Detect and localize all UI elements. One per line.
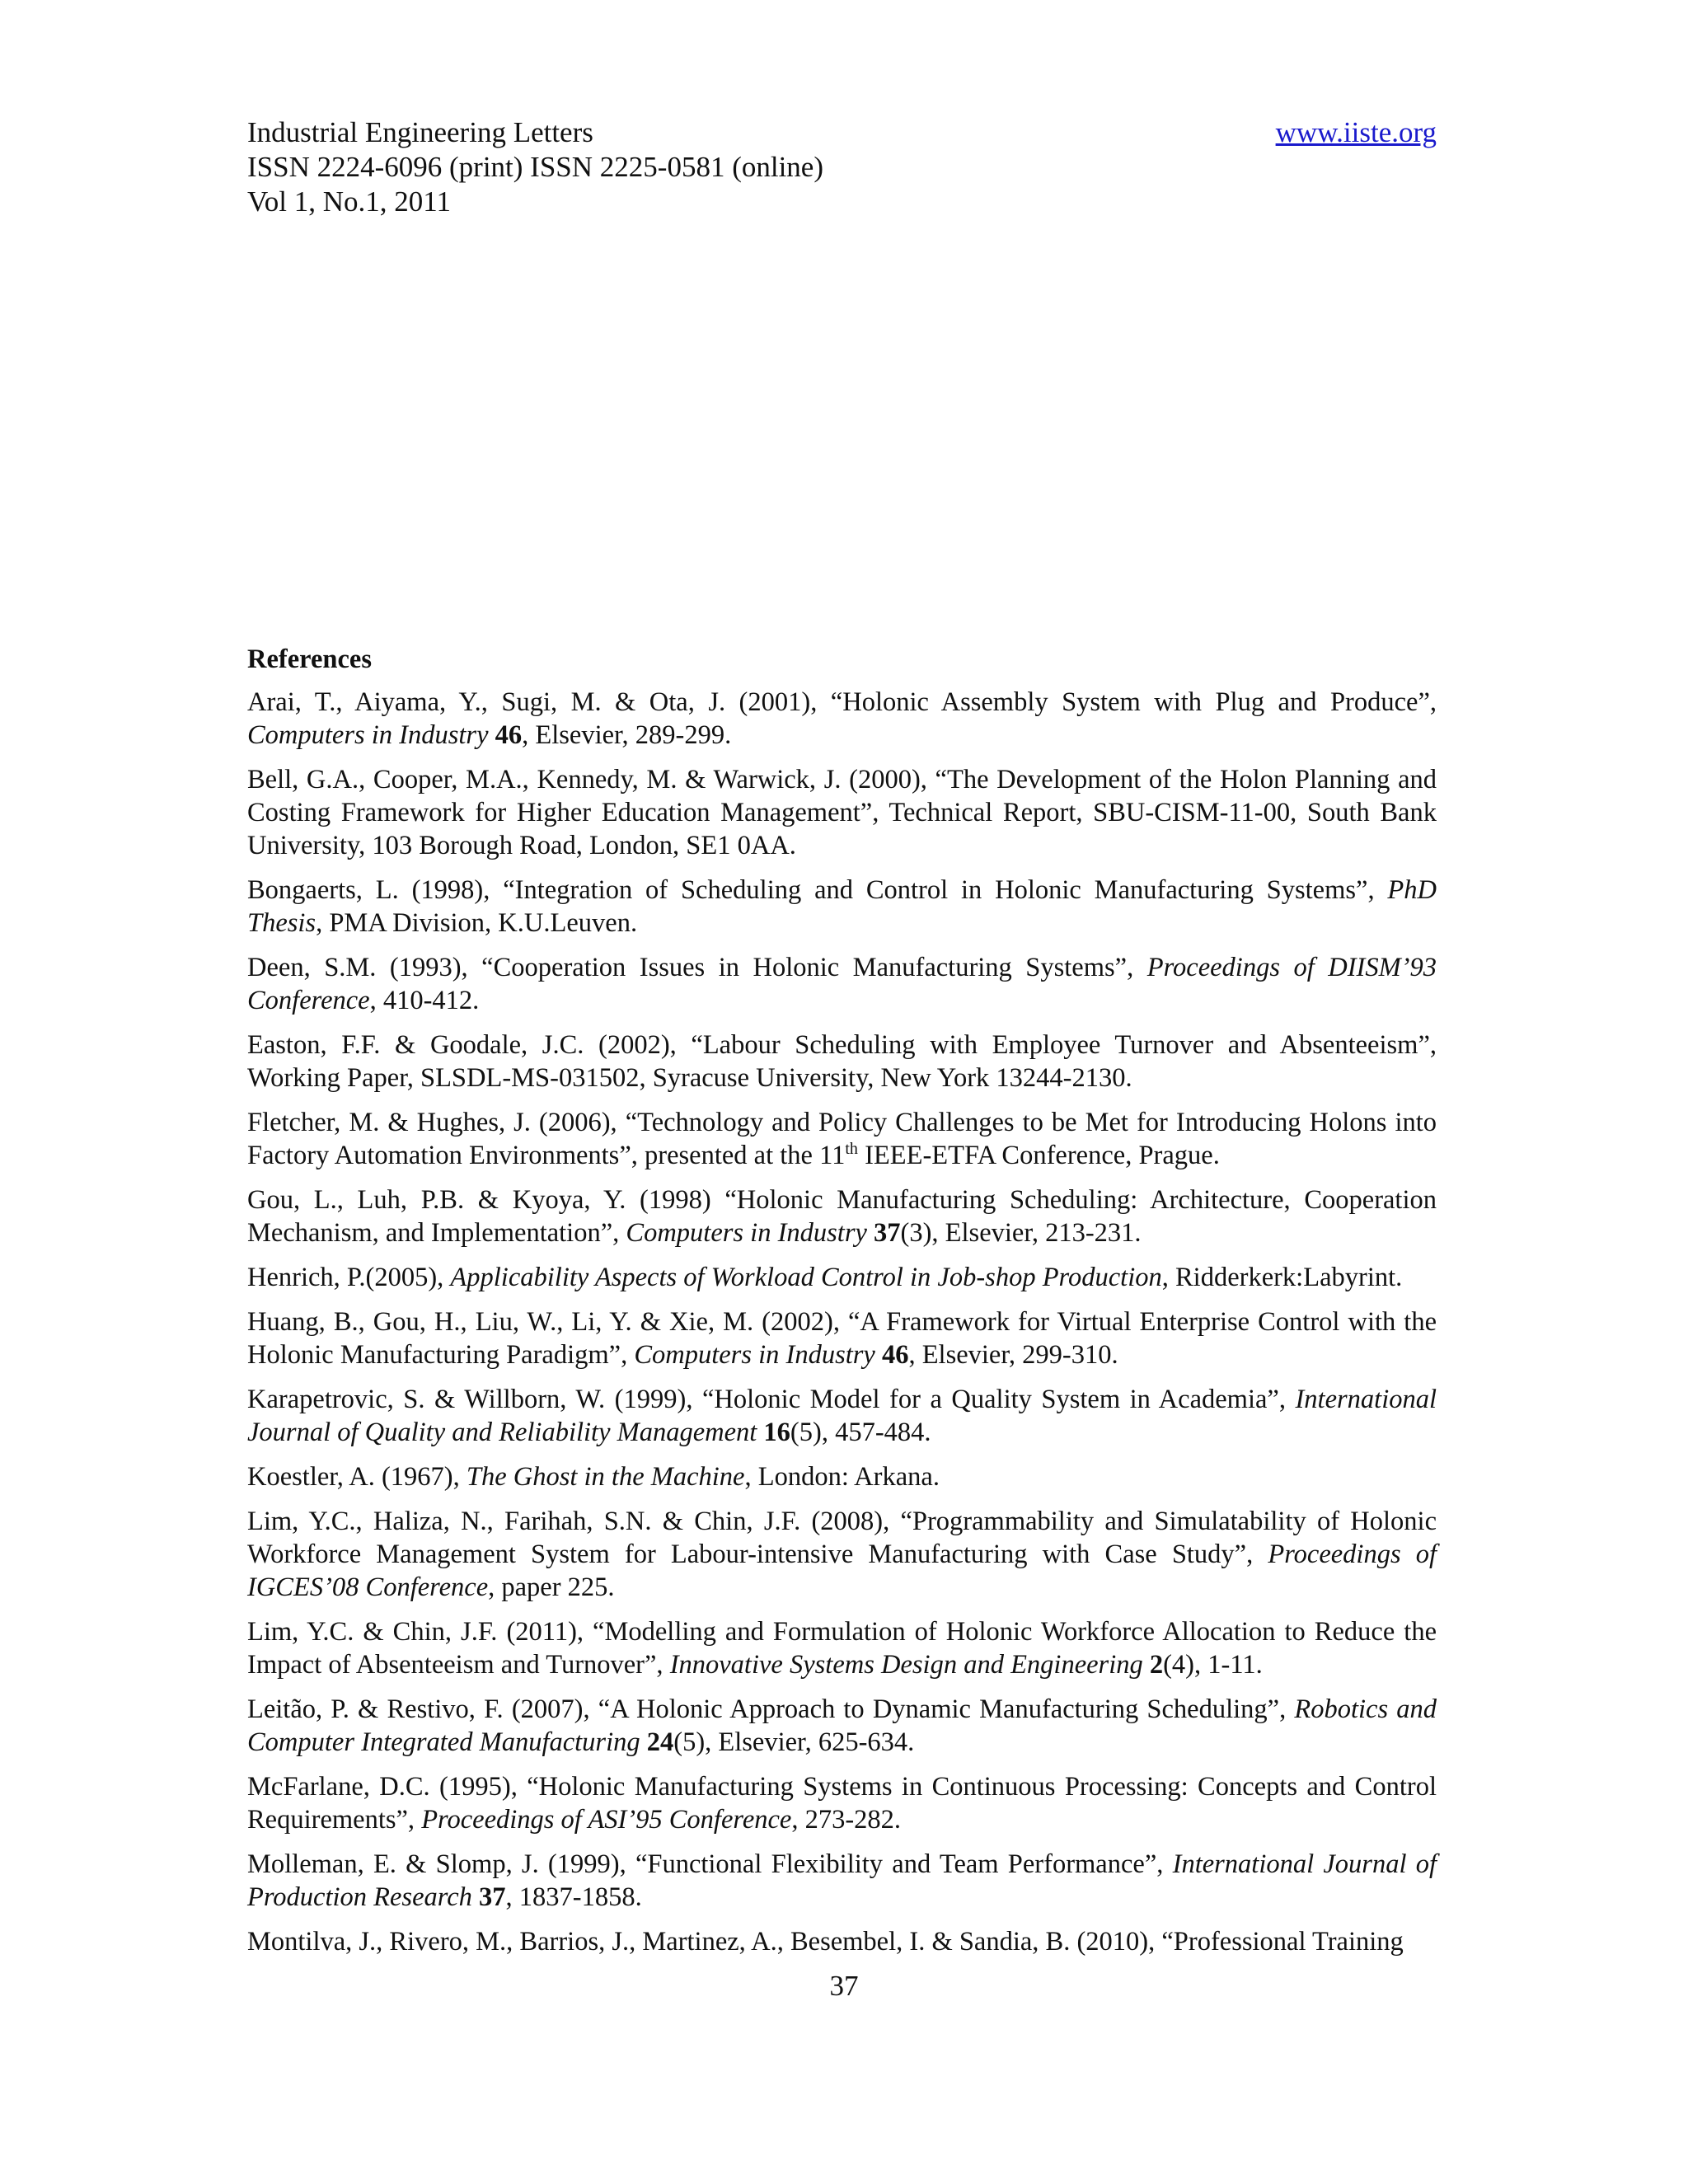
references-list xyxy=(247,686,1437,1958)
references-section xyxy=(247,643,1437,1970)
reference-text: Gou, L., Luh, P.B. & Kyoya, Y. (1998) “Holonic Manufacturing Scheduling: Architecture, Cooperation Mechanism, and Implementation”, xyxy=(247,1185,1437,1248)
reference-text: PhD Thesis xyxy=(247,875,1437,938)
reference-entry xyxy=(247,1383,1437,1449)
reference-text: 37 xyxy=(479,1882,506,1912)
reference-text: International Journal of Quality and Reliability Management xyxy=(247,1385,1437,1447)
reference-text: Proceedings of DIISM’93 Conference xyxy=(247,953,1437,1015)
journal-title: Industrial Engineering Letters xyxy=(247,116,593,148)
reference-text xyxy=(875,1340,882,1370)
reference-entry xyxy=(247,1460,1437,1493)
reference-text: Koestler, A. (1967), xyxy=(247,1462,467,1492)
reference-text: IEEE-ETFA Conference, Prague. xyxy=(857,1141,1220,1170)
reference-text: , 273-282. xyxy=(791,1805,902,1835)
reference-text: Computers in Industry xyxy=(634,1340,875,1370)
reference-text: 2 xyxy=(1149,1650,1164,1680)
issn-line: ISSN 2224-6096 (print) ISSN 2225-0581 (online) xyxy=(247,151,823,183)
reference-text: 16 xyxy=(763,1418,790,1447)
reference-text: McFarlane, D.C. (1995), “Holonic Manufacturing Systems in Continuous Processing: Concepts and Control Requirements”, xyxy=(247,1772,1437,1835)
reference-entry xyxy=(247,1261,1437,1294)
reference-text: , 410-412. xyxy=(369,986,480,1015)
reference-text: Bell, G.A., Cooper, M.A., Kennedy, M. & Warwick, J. (2000), “The Development of the Holon Planning and Costing Framework for Higher Education Management”, Technical Report, SBU-CISM-11-00, South Bank University, 103 Borough Road, London, SE1 0AA. xyxy=(247,765,1437,860)
reference-text: Computers in Industry xyxy=(247,720,489,750)
reference-text: , Elsevier, 299-310. xyxy=(908,1340,1118,1370)
reference-entry xyxy=(247,1505,1437,1604)
reference-text: Innovative Systems Design and Engineering xyxy=(669,1650,1143,1680)
reference-text: International Journal of Production Research xyxy=(247,1849,1437,1912)
references-heading: References xyxy=(247,644,372,674)
reference-text: , PMA Division, K.U.Leuven. xyxy=(316,908,638,938)
reference-entry xyxy=(247,1615,1437,1681)
reference-text: (5), 457-484. xyxy=(790,1418,931,1447)
reference-text: (4), 1-11. xyxy=(1163,1650,1263,1680)
reference-text: Henrich, P.(2005), xyxy=(247,1263,451,1292)
reference-text xyxy=(867,1218,874,1248)
reference-text: , London: Arkana. xyxy=(744,1462,940,1492)
reference-text xyxy=(472,1882,479,1912)
reference-entry xyxy=(247,763,1437,862)
reference-text: Montilva, J., Rivero, M., Barrios, J., Martinez, A., Besembel, I. & Sandia, B. (2010), “Professional Training xyxy=(247,1927,1404,1957)
volume-line: Vol 1, No.1, 2011 xyxy=(247,185,451,218)
journal-website-link[interactable]: www.iiste.org xyxy=(1275,116,1437,148)
reference-text: , paper 225. xyxy=(488,1572,615,1602)
reference-entry xyxy=(247,1693,1437,1759)
reference-entry xyxy=(247,1848,1437,1914)
reference-text: Arai, T., Aiyama, Y., Sugi, M. & Ota, J. (2001), “Holonic Assembly System with Plug and Produce”, xyxy=(247,687,1437,717)
reference-entry xyxy=(247,874,1437,940)
reference-text: Applicability Aspects of Workload Control in Job-shop Production xyxy=(450,1263,1162,1292)
reference-text: (5), Elsevier, 625-634. xyxy=(673,1727,915,1757)
reference-entry xyxy=(247,1183,1437,1249)
reference-text: 46 xyxy=(881,1340,909,1370)
reference-text: , Ridderkerk:Labyrint. xyxy=(1161,1263,1403,1292)
reference-text: Huang, B., Gou, H., Liu, W., Li, Y. & Xie, M. (2002), “A Framework for Virtual Enterprise Control with the Holonic Manufacturing Paradigm”, xyxy=(247,1307,1437,1370)
reference-text: 46 xyxy=(495,720,523,750)
reference-text: Karapetrovic, S. & Willborn, W. (1999), “Holonic Model for a Quality System in Academia”, xyxy=(247,1385,1296,1414)
reference-text: Fletcher, M. & Hughes, J. (2006), “Technology and Policy Challenges to be Met for Introducing Holons into Factory Automation Environments”, presented at the 11 xyxy=(247,1108,1437,1170)
reference-text xyxy=(1143,1650,1150,1680)
reference-text: 37 xyxy=(874,1218,901,1248)
page-header xyxy=(247,115,1437,219)
reference-text: , Elsevier, 289-299. xyxy=(522,720,732,750)
reference-text: Proceedings of IGCES’08 Conference xyxy=(247,1540,1437,1602)
reference-text: Deen, S.M. (1993), “Cooperation Issues in Holonic Manufacturing Systems”, xyxy=(247,953,1147,982)
page-number: 37 xyxy=(829,1970,859,2002)
reference-text xyxy=(489,720,495,750)
reference-text: Lim, Y.C. & Chin, J.F. (2011), “Modelling and Formulation of Holonic Workforce Allocation to Reduce the Impact of Absenteeism and Turnover”, xyxy=(247,1617,1437,1680)
reference-entry xyxy=(247,1925,1437,1958)
reference-entry xyxy=(247,1106,1437,1172)
reference-text: Lim, Y.C., Haliza, N., Farihah, S.N. & Chin, J.F. (2008), “Programmability and Simulatability of Holonic Workforce Management System for Labour-intensive Manufacturing with Case Study”, xyxy=(247,1507,1437,1569)
reference-text: 24 xyxy=(646,1727,674,1757)
reference-text: Proceedings of ASI’95 Conference xyxy=(421,1805,792,1835)
reference-text: Robotics and Computer Integrated Manufacturing xyxy=(247,1694,1437,1757)
reference-entry xyxy=(247,951,1437,1017)
reference-entry xyxy=(247,1770,1437,1836)
reference-text: (3), Elsevier, 213-231. xyxy=(900,1218,1142,1248)
reference-text: Leitão, P. & Restivo, F. (2007), “A Holonic Approach to Dynamic Manufacturing Scheduling”, xyxy=(247,1694,1295,1724)
reference-text: Computers in Industry xyxy=(626,1218,867,1248)
reference-text: Easton, F.F. & Goodale, J.C. (2002), “Labour Scheduling with Employee Turnover and Absenteeism”, Working Paper, SLSDL-MS-031502, Syracuse University, New York 13244-2130. xyxy=(247,1030,1437,1093)
reference-text xyxy=(640,1727,647,1757)
reference-text: Bongaerts, L. (1998), “Integration of Scheduling and Control in Holonic Manufacturing Systems”, xyxy=(247,875,1388,905)
reference-entry xyxy=(247,1305,1437,1371)
reference-text: th xyxy=(845,1140,858,1159)
reference-text: Molleman, E. & Slomp, J. (1999), “Functional Flexibility and Team Performance”, xyxy=(247,1849,1173,1879)
reference-text: The Ghost in the Machine xyxy=(466,1462,745,1492)
reference-entry xyxy=(247,686,1437,752)
reference-entry xyxy=(247,1029,1437,1094)
reference-text: , 1837-1858. xyxy=(505,1882,642,1912)
